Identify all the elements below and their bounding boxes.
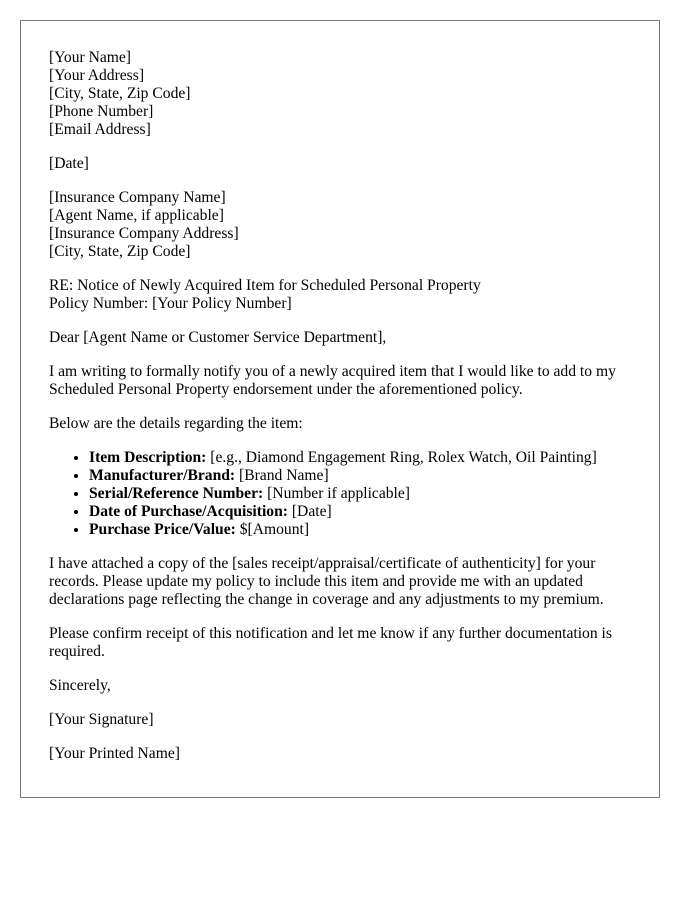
- list-item: [89, 485, 649, 503]
- recipient-address: [Insurance Company Address]: [49, 225, 239, 242]
- detail-value: $[Amount]: [235, 521, 310, 538]
- list-item: [89, 521, 649, 539]
- recipient-city-state-zip: [City, State, Zip Code]: [49, 243, 191, 260]
- letter-body: [49, 49, 649, 763]
- sender-city-state-zip: [City, State, Zip Code]: [49, 85, 191, 102]
- letter-date: [Date]: [49, 155, 89, 172]
- intro-paragraph: [49, 363, 649, 399]
- policy-number: Policy Number: [Your Policy Number]: [49, 295, 292, 312]
- salutation: [49, 329, 649, 347]
- subject-line: RE: Notice of Newly Acquired Item for Scheduled Personal Property: [49, 277, 481, 294]
- list-item: [89, 503, 649, 521]
- confirm-line-1: Please confirm receipt of this notification and let me know if any further documentation is: [49, 625, 612, 642]
- attachment-line-3: declarations page reflecting the change in coverage and any adjustments to my premium.: [49, 591, 604, 608]
- recipient-agent: [Agent Name, if applicable]: [49, 207, 224, 224]
- printed-name: [49, 745, 649, 763]
- sender-phone: [Phone Number]: [49, 103, 154, 120]
- detail-label: Serial/Reference Number:: [89, 485, 264, 502]
- sender-address: [Your Address]: [49, 67, 145, 84]
- detail-value: [Number if applicable]: [263, 485, 410, 502]
- detail-label: Manufacturer/Brand:: [89, 467, 236, 484]
- signature: [49, 711, 649, 729]
- detail-value: [e.g., Diamond Engagement Ring, Rolex Watch, Oil Painting]: [206, 449, 597, 466]
- attachment-line-2: records. Please update my policy to include this item and provide me with an updated: [49, 573, 583, 590]
- detail-label: Item Description:: [89, 449, 207, 466]
- attachment-paragraph: [49, 555, 649, 609]
- signature-text: [Your Signature]: [49, 711, 154, 728]
- recipient-block: [49, 189, 649, 261]
- sender-email: [Email Address]: [49, 121, 151, 138]
- detail-value: [Brand Name]: [235, 467, 329, 484]
- intro-line-2: Scheduled Personal Property endorsement under the aforementioned policy.: [49, 381, 523, 398]
- sender-name: [Your Name]: [49, 49, 132, 66]
- sender-block: [49, 49, 649, 139]
- item-details-list: [49, 449, 649, 539]
- date-block: [49, 155, 649, 173]
- salutation-text: Dear [Agent Name or Customer Service Department],: [49, 329, 387, 346]
- list-item: [89, 467, 649, 485]
- confirm-line-2: required.: [49, 643, 105, 660]
- detail-value: [Date]: [287, 503, 332, 520]
- intro-line-1: I am writing to formally notify you of a newly acquired item that I would like to add to my: [49, 363, 616, 380]
- closing: [49, 677, 649, 695]
- attachment-line-1: I have attached a copy of the [sales receipt/appraisal/certificate of authenticity] for your: [49, 555, 596, 572]
- list-item: [89, 449, 649, 467]
- detail-label: Purchase Price/Value:: [89, 521, 236, 538]
- letter-page: [20, 20, 660, 798]
- closing-text: Sincerely,: [49, 677, 111, 694]
- details-intro: [49, 415, 649, 433]
- detail-label: Date of Purchase/Acquisition:: [89, 503, 288, 520]
- recipient-company: [Insurance Company Name]: [49, 189, 226, 206]
- subject-block: [49, 277, 649, 313]
- details-intro-text: Below are the details regarding the item:: [49, 415, 303, 432]
- confirm-paragraph: [49, 625, 649, 661]
- printed-name-text: [Your Printed Name]: [49, 745, 180, 762]
